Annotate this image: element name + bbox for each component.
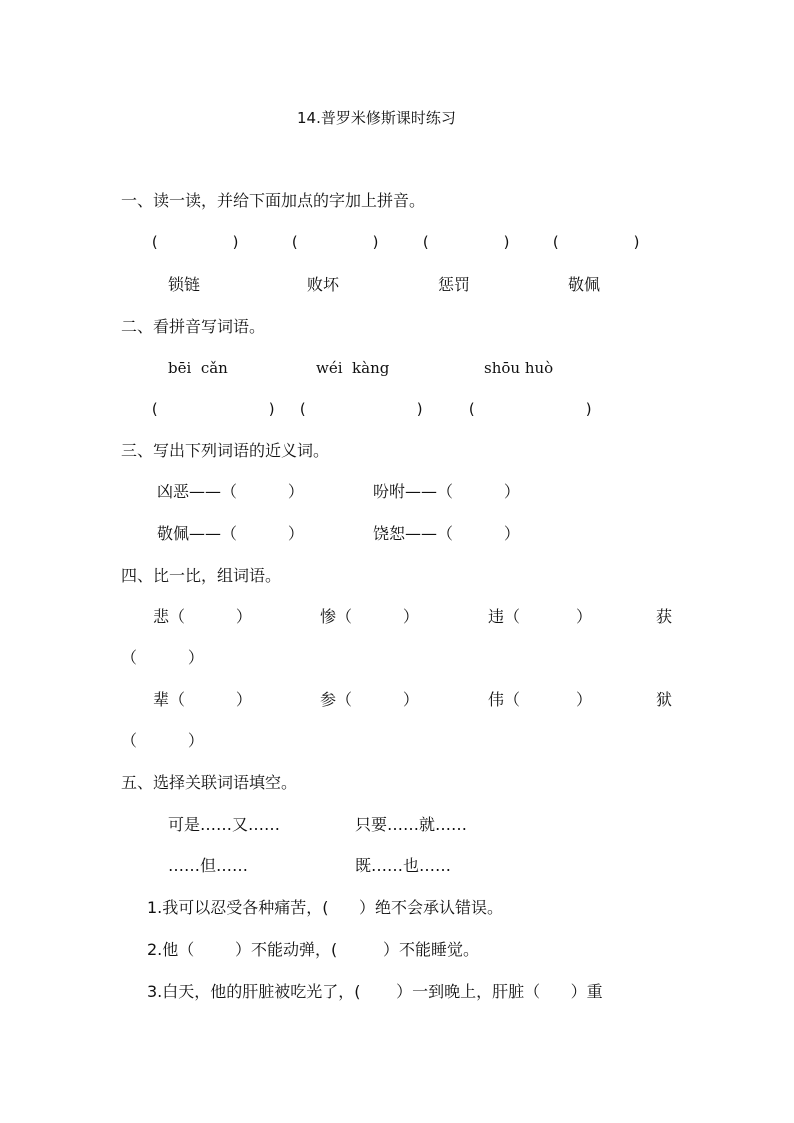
q5-option-4: 既……也……: [355, 856, 452, 875]
q5-sentence-2[interactable]: 2.他（ ）不能动弹，( ）不能睡觉。: [147, 940, 479, 959]
q5-sentence-1[interactable]: 1.我可以忍受各种痛苦，( ）绝不会承认错误。: [147, 898, 504, 917]
q5-sentence-3[interactable]: 3.白天，他的肝脏被吃光了，( ）一到晚上，肝脏（ ）重: [147, 982, 603, 1001]
q5-heading: 五、选择关联词语填空。: [121, 773, 298, 792]
q4-row2-item-3[interactable]: 伟（ ）: [488, 690, 592, 709]
q2-blank-2[interactable]: ( ): [298, 400, 425, 418]
q1-blank-4[interactable]: ( ): [551, 233, 642, 251]
q3-item-4[interactable]: 饶恕——（ ）: [373, 524, 520, 543]
q1-word-4: 敬佩: [568, 275, 601, 294]
q1-heading: 一、读一读，并给下面加点的字加上拼音。: [121, 191, 426, 210]
q1-blank-2[interactable]: ( ): [290, 233, 381, 251]
q2-pinyin-1: bēi cǎn: [168, 359, 228, 377]
q2-blank-1[interactable]: ( ): [150, 400, 277, 418]
q5-option-1: 可是……又……: [168, 815, 281, 834]
q4-row1-item-2[interactable]: 惨（ ）: [320, 607, 419, 626]
q4-row1-wrap-blank[interactable]: （ ）: [121, 648, 204, 667]
q1-word-3: 惩罚: [438, 275, 471, 294]
q2-blank-3[interactable]: ( ): [467, 400, 594, 418]
q5-option-3: ……但……: [168, 856, 249, 875]
q4-row2-item-1[interactable]: 辈（ ）: [153, 690, 252, 709]
q3-item-2[interactable]: 吩咐——（ ）: [373, 482, 520, 501]
q3-item-1[interactable]: 凶恶——（ ）: [157, 482, 304, 501]
q3-heading: 三、写出下列词语的近义词。: [121, 441, 330, 460]
q4-row2-wrap-blank[interactable]: （ ）: [121, 731, 204, 750]
q2-pinyin-3: shōu huò: [484, 359, 554, 377]
q4-heading: 四、比一比，组词语。: [121, 566, 282, 585]
q1-blank-3[interactable]: ( ): [421, 233, 512, 251]
q1-blank-1[interactable]: ( ): [150, 233, 241, 251]
q4-row2-item-4[interactable]: 狱: [656, 690, 673, 709]
q4-row1-item-1[interactable]: 悲（ ）: [153, 607, 252, 626]
q3-item-3[interactable]: 敬佩——（ ）: [157, 524, 304, 543]
q2-heading: 二、看拼音写词语。: [121, 317, 266, 336]
page-title: 14.普罗米修斯课时练习: [297, 109, 456, 127]
q5-option-2: 只要……就……: [355, 815, 468, 834]
q4-row1-item-3[interactable]: 违（ ）: [488, 607, 592, 626]
q1-word-1: 锁链: [168, 275, 201, 294]
q4-row1-item-4[interactable]: 获: [656, 607, 673, 626]
q2-pinyin-2: wéi kàng: [316, 359, 390, 377]
q1-word-2: 败坏: [307, 275, 340, 294]
q4-row2-item-2[interactable]: 参（ ）: [320, 690, 419, 709]
